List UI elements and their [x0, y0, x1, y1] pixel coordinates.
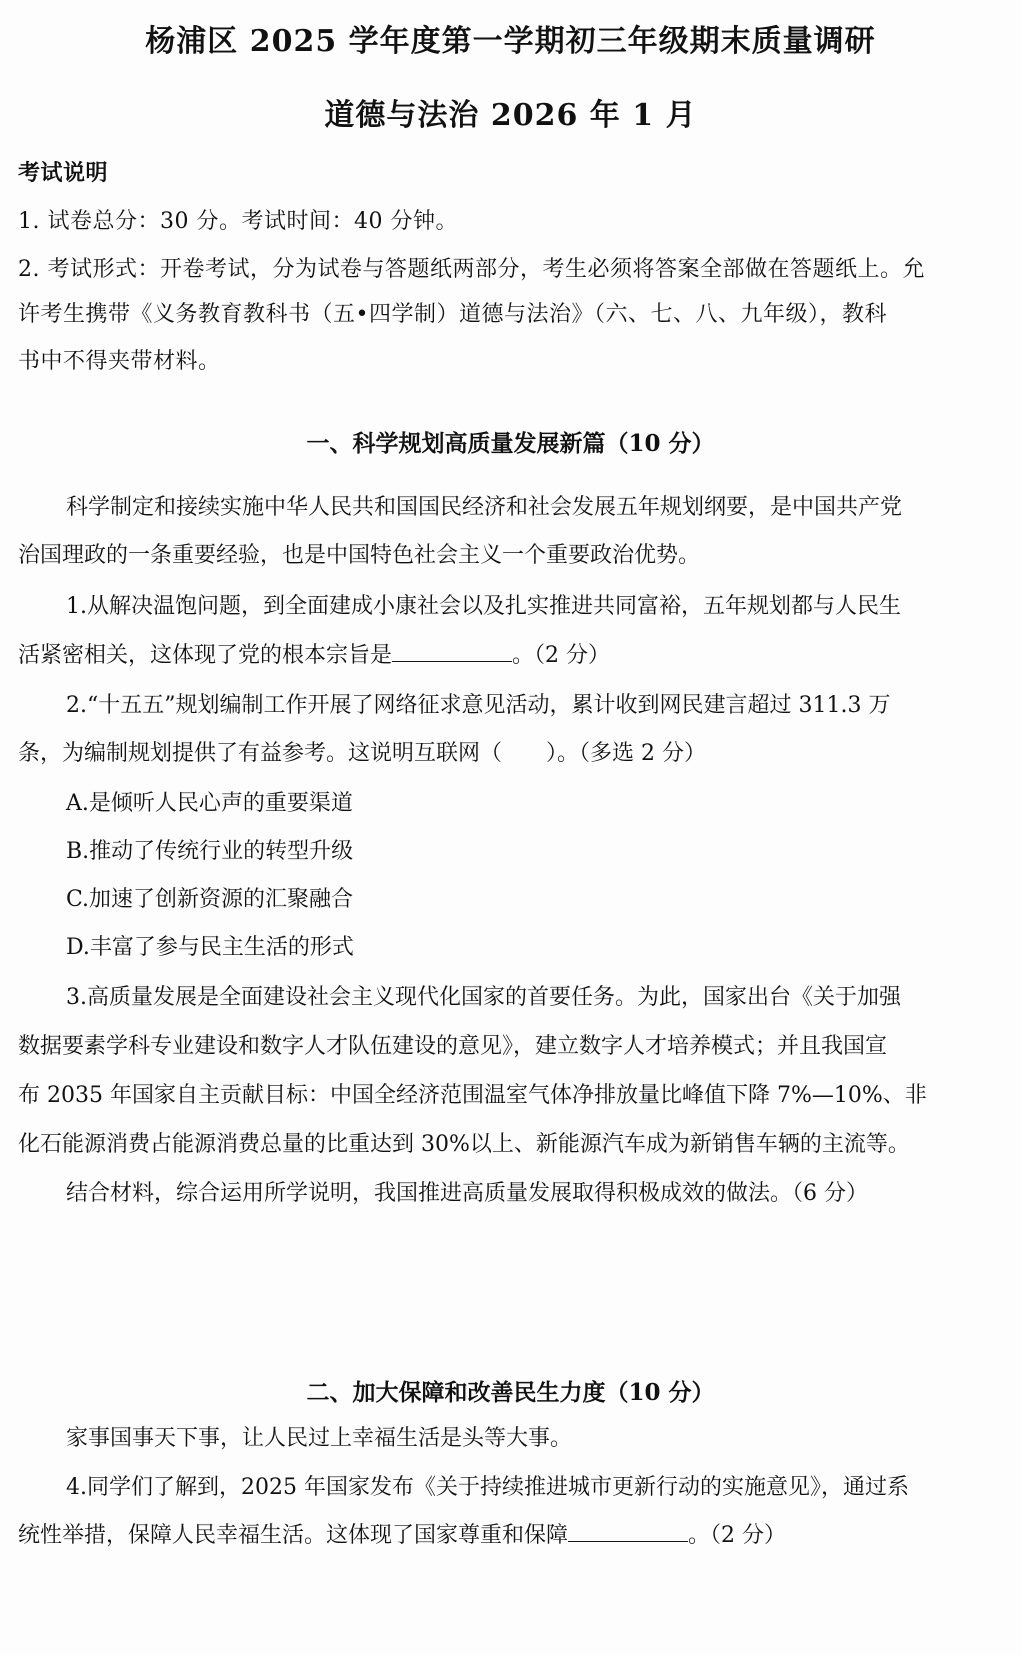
- question-1-line-1: 1.从解决温饱问题，到全面建成小康社会以及扎实推进共同富裕，五年规划都与人民生: [66, 594, 901, 619]
- question-4-points: 。（2 分）: [688, 1523, 787, 1548]
- section-1-title: 一、科学规划高质量发展新篇（10 分）: [306, 430, 715, 457]
- question-4-line-2: [18, 1521, 786, 1551]
- option-b: B.推动了传统行业的转型升级: [66, 839, 354, 864]
- option-d: D.丰富了参与民主生活的形式: [66, 935, 354, 960]
- section-1-intro-line-1: 科学制定和接续实施中华人民共和国国民经济和社会发展五年规划纲要，是中国共产党: [66, 495, 903, 520]
- question-4-answer-blank[interactable]: [568, 1521, 688, 1542]
- instruction-item-2-line-1: 2. 考试形式：开卷考试，分为试卷与答题纸两部分，考生必须将答案全部做在答题纸上。允: [18, 257, 925, 282]
- option-c: C.加速了创新资源的汇聚融合: [66, 887, 354, 912]
- question-1-text: 活紧密相关，这体现了党的根本宗旨是: [18, 643, 393, 668]
- section-2-title: 二、加大保障和改善民生力度（10 分）: [306, 1379, 715, 1406]
- question-4-line-1: 4.同学们了解到，2025 年国家发布《关于持续推进城市更新行动的实施意见》，通过系: [66, 1475, 909, 1500]
- section-1-intro-line-2: 治国理政的一条重要经验，也是中国特色社会主义一个重要政治优势。: [18, 543, 701, 568]
- question-2-text: 条，为编制规划提供了有益参考。这说明互联网（: [18, 741, 503, 766]
- option-a: A.是倾听人民心声的重要渠道: [66, 791, 353, 816]
- question-4-text: 统性举措，保障人民幸福生活。这体现了国家尊重和保障: [18, 1523, 569, 1548]
- instruction-item-2-line-3: 书中不得夹带材料。: [18, 349, 221, 374]
- question-3-line-2: 数据要素学科专业建设和数字人才队伍建设的意见》，建立数字人才培养模式；并且我国宣: [18, 1034, 888, 1059]
- exam-title: 杨浦区 2025 学年度第一学期初三年级期末质量调研: [145, 24, 876, 59]
- question-3-line-3: 布 2035 年国家自主贡献目标：中国全经济范围温室气体净排放量比峰值下降 7%—10%、非: [18, 1083, 927, 1108]
- instruction-item-1: 1. 试卷总分：30 分。考试时间：40 分钟。: [18, 209, 458, 234]
- section-2-intro: 家事国事天下事，让人民过上幸福生活是头等大事。: [66, 1426, 573, 1451]
- question-3-line-1: 3.高质量发展是全面建设社会主义现代化国家的首要任务。为此，国家出台《关于加强: [66, 985, 901, 1010]
- exam-subtitle: 道德与法治 2026 年 1 月: [324, 98, 697, 133]
- question-1-answer-blank[interactable]: [392, 641, 512, 662]
- question-2-points: ）。（多选 2 分）: [546, 741, 706, 766]
- question-1-line-2: [18, 641, 610, 671]
- question-2-line-2: [18, 739, 706, 769]
- question-2-line-1: 2.“十五五”规划编制工作开展了网络征求意见活动，累计收到网民建言超过 311.3 万: [66, 693, 891, 718]
- instruction-item-2-line-2: 许考生携带《义务教育教科书（五•四学制）道德与法治》（六、七、八、九年级），教科: [18, 302, 887, 327]
- instructions-heading: 考试说明: [18, 160, 109, 186]
- question-3-line-4: 化石能源消费占能源消费总量的比重达到 30%以上、新能源汽车成为新销售车辆的主流等。: [18, 1132, 910, 1157]
- question-1-points: 。（2 分）: [512, 643, 611, 668]
- question-3-prompt: 结合材料，综合运用所学说明，我国推进高质量发展取得积极成效的做法。（6 分）: [66, 1181, 868, 1206]
